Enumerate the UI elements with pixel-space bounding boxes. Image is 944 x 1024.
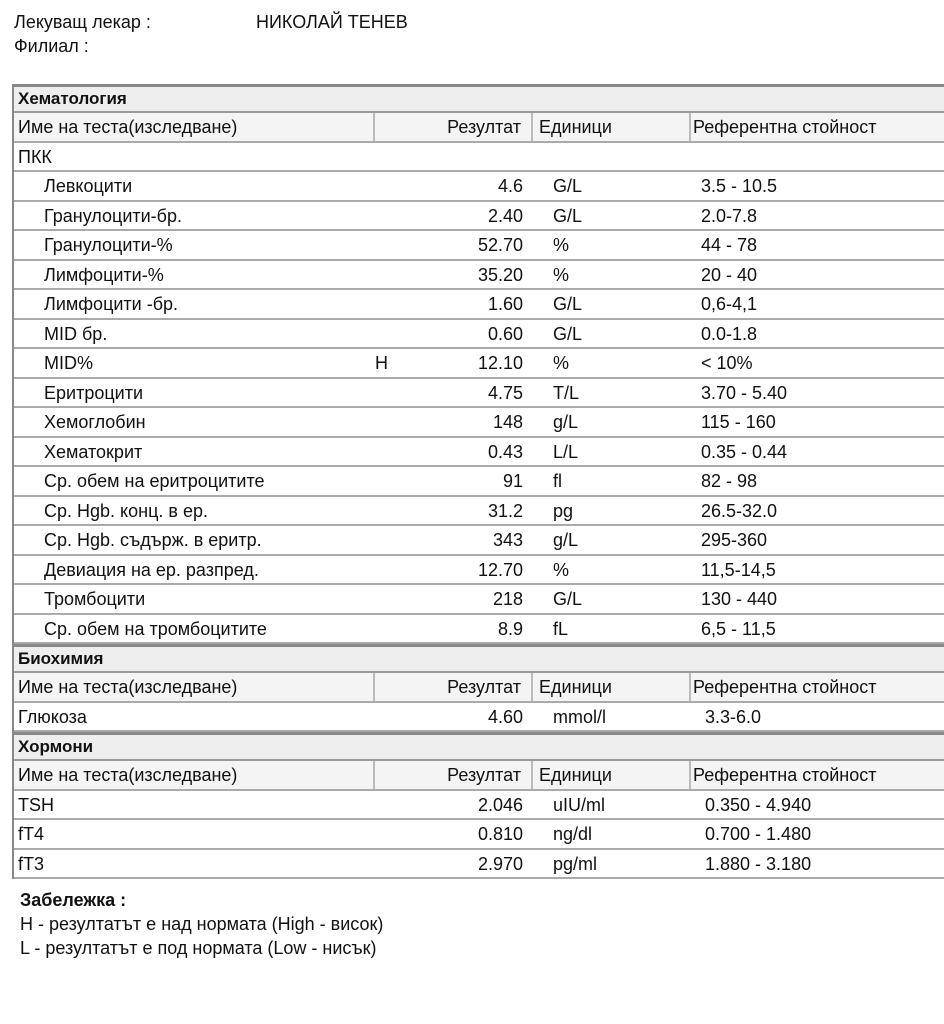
- result-value: 1.60: [487, 294, 523, 314]
- test-name: Ср. обем на еритроцитите: [44, 471, 265, 491]
- table-row: [14, 320, 944, 350]
- table-row: [14, 615, 944, 645]
- test-name: Лимфоцити -бр.: [44, 294, 179, 314]
- test-name: Девиация на ер. разпред.: [44, 559, 259, 580]
- col-name-header: Име на теста(изследване): [14, 761, 375, 789]
- units: %: [553, 559, 570, 580]
- result-value: 4.60: [487, 706, 523, 727]
- result-value: 4.75: [487, 382, 523, 403]
- col-units-header: Единици: [533, 761, 691, 789]
- col-name-header: Име на теста(изследване): [14, 673, 375, 701]
- test-name: Еритроцити: [44, 382, 143, 403]
- units: G/L: [553, 176, 583, 196]
- reference-range: 0.350 - 4.940: [705, 794, 812, 815]
- section-biochemistry: Биохимия: [14, 644, 944, 673]
- table-row: [14, 467, 944, 497]
- test-name: Лимфоцити-%: [44, 264, 164, 285]
- table-row: [14, 585, 944, 615]
- units: %: [553, 353, 570, 373]
- reference-range: < 10%: [701, 353, 753, 373]
- note: [20, 888, 383, 960]
- result-value: 2.970: [477, 853, 523, 874]
- test-name: Глюкоза: [18, 706, 87, 727]
- reference-range: 295-360: [701, 530, 768, 550]
- table-row: [14, 791, 944, 821]
- reference-range: 0.0-1.8: [701, 323, 758, 344]
- result-value: 52.70: [477, 235, 523, 255]
- table-row: [14, 231, 944, 261]
- column-header-row: [14, 761, 944, 791]
- col-reference-header: Референтна стойност: [691, 673, 944, 701]
- units: T/L: [553, 382, 580, 403]
- table-row: [14, 290, 944, 320]
- table-row: [14, 349, 944, 379]
- units: %: [553, 264, 570, 285]
- test-name: Хемоглобин: [44, 412, 146, 432]
- col-name-header: Име на теста(изследване): [14, 113, 375, 141]
- result-value: 12.10: [477, 353, 523, 373]
- result-value: 35.20: [477, 264, 523, 285]
- table-row: [14, 202, 944, 232]
- col-result-header: Резултат: [375, 113, 533, 141]
- units: %: [553, 235, 570, 255]
- flag-badge: H: [375, 353, 388, 373]
- group-name: ПКК: [18, 146, 52, 167]
- test-name: Гранулоцити-бр.: [44, 205, 182, 226]
- units: uIU/ml: [553, 794, 606, 815]
- reference-range: 3.3-6.0: [705, 706, 762, 727]
- test-name: Ср. Hgb. конц. в ер.: [44, 500, 208, 521]
- reference-range: 44 - 78: [701, 235, 758, 255]
- branch-label: Филиал :: [14, 36, 89, 56]
- reference-range: 3.70 - 5.40: [701, 382, 788, 403]
- test-name: MID%: [44, 353, 93, 373]
- table-row: [14, 703, 944, 733]
- result-value: 91: [502, 471, 523, 491]
- section-hematology: Хематология: [14, 87, 944, 113]
- result-value: 148: [492, 412, 523, 432]
- note-line-high: H - резултатът е над нормата (High - висок): [20, 914, 384, 934]
- units: g/L: [553, 412, 579, 432]
- col-units-header: Единици: [533, 673, 691, 701]
- test-name: Левкоцити: [44, 176, 133, 196]
- test-name: Ср. обем на тромбоцитите: [44, 618, 267, 639]
- test-name: Ср. Hgb. съдърж. в еритр.: [44, 530, 262, 550]
- reference-range: 6,5 - 11,5: [701, 618, 776, 639]
- col-result-header: Резултат: [375, 673, 533, 701]
- col-reference-header: Референтна стойност: [691, 113, 944, 141]
- test-name: Гранулоцити-%: [44, 235, 173, 255]
- result-value: 343: [492, 530, 523, 550]
- reference-range: 0.35 - 0.44: [701, 441, 788, 462]
- col-reference-header: Референтна стойност: [691, 761, 944, 789]
- test-name: MID бр.: [44, 323, 108, 344]
- col-result-header: Резултат: [375, 761, 533, 789]
- table-row: [14, 850, 944, 880]
- result-value: 2.046: [477, 794, 523, 815]
- results-table: [12, 84, 944, 879]
- units: pg/ml: [553, 853, 598, 874]
- group-pkk: [14, 143, 944, 173]
- reference-range: 0.700 - 1.480: [705, 824, 812, 844]
- section-hormones: Хормони: [14, 732, 944, 761]
- doctor-label: Лекуващ лекар :: [14, 12, 151, 32]
- test-name: fT4: [18, 824, 45, 844]
- result-value: 12.70: [477, 559, 523, 580]
- units: mmol/l: [553, 706, 606, 727]
- reference-range: 20 - 40: [701, 264, 758, 285]
- table-row: [14, 438, 944, 468]
- result-value: 218: [492, 589, 523, 609]
- reference-range: 82 - 98: [701, 471, 758, 491]
- result-value: 4.6: [497, 176, 523, 196]
- units: g/L: [553, 530, 579, 550]
- reference-range: 11,5-14,5: [701, 559, 776, 580]
- test-name: TSH: [18, 794, 54, 815]
- table-row: [14, 526, 944, 556]
- units: fl: [553, 471, 562, 491]
- table-row: [14, 379, 944, 409]
- reference-range: 0,6-4,1: [701, 294, 758, 314]
- reference-range: 2.0-7.8: [701, 205, 758, 226]
- units: L/L: [553, 441, 579, 462]
- result-value: 0.60: [487, 323, 523, 344]
- doctor-name: НИКОЛАЙ ТЕНЕВ: [256, 12, 408, 32]
- result-value: 0.810: [477, 824, 523, 844]
- units: G/L: [553, 589, 583, 609]
- table-row: [14, 172, 944, 202]
- result-value: 8.9: [497, 618, 523, 639]
- units: G/L: [553, 205, 583, 226]
- reference-range: 115 - 160: [701, 412, 776, 432]
- units: G/L: [553, 294, 583, 314]
- result-value: 0.43: [487, 441, 523, 462]
- note-title: Забележка :: [20, 890, 127, 910]
- column-header-row: [14, 113, 944, 143]
- note-line-low: L - резултатът е под нормата (Low - нисък): [20, 938, 377, 958]
- test-name: fT3: [18, 853, 45, 874]
- table-row: [14, 820, 944, 850]
- test-name: Хематокрит: [44, 441, 143, 462]
- reference-range: 3.5 - 10.5: [701, 176, 778, 196]
- reference-range: 130 - 440: [701, 589, 778, 609]
- reference-range: 26.5-32.0: [701, 500, 778, 521]
- result-value: 31.2: [487, 500, 523, 521]
- units: G/L: [553, 323, 583, 344]
- table-row: [14, 261, 944, 291]
- test-name: Тромбоцити: [44, 589, 146, 609]
- reference-range: 1.880 - 3.180: [705, 853, 812, 874]
- column-header-row: [14, 673, 944, 703]
- units: fL: [553, 618, 569, 639]
- units: pg: [553, 500, 574, 521]
- result-value: 2.40: [487, 205, 523, 226]
- table-row: [14, 497, 944, 527]
- units: ng/dl: [553, 824, 593, 844]
- col-units-header: Единици: [533, 113, 691, 141]
- table-row: [14, 408, 944, 438]
- table-row: [14, 556, 944, 586]
